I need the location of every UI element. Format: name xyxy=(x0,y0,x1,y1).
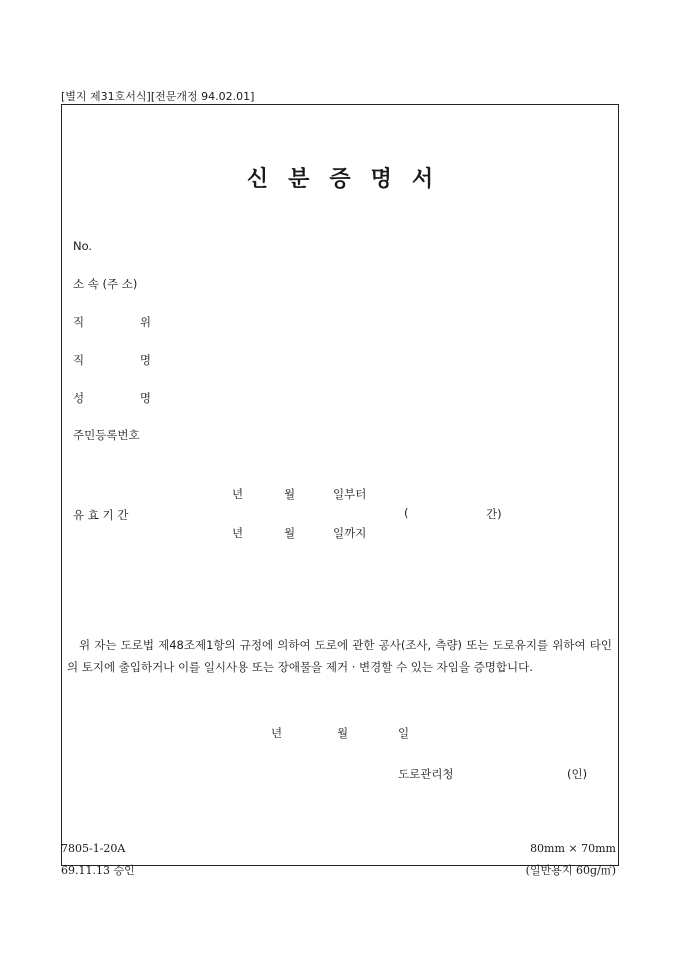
issue-year: 년 xyxy=(271,726,283,740)
issue-day: 일 xyxy=(398,726,410,740)
field-position-char1: 직 xyxy=(73,315,85,329)
field-no: No. xyxy=(73,239,93,253)
validity-until-month: 월 xyxy=(284,526,296,540)
field-resident-number: 주민등록번호 xyxy=(73,428,140,442)
field-name-char2: 명 xyxy=(139,391,151,405)
document-title: 신분증명서 xyxy=(246,166,454,192)
issuer-seal: (인) xyxy=(567,767,588,781)
validity-until-day: 일까지 xyxy=(333,526,367,540)
certification-statement xyxy=(67,634,612,678)
field-job xyxy=(73,352,151,368)
validity-from-year: 년 xyxy=(232,487,244,501)
form-header: [별지 제31호서식][전문개정 94.02.01] xyxy=(61,90,255,103)
footer-paper: (일반용지 60g/㎡) xyxy=(525,864,616,877)
field-job-char1: 직 xyxy=(73,353,85,367)
field-position xyxy=(73,314,151,330)
certificate-frame xyxy=(61,104,619,866)
footer-size: 80mm × 70mm xyxy=(530,842,616,855)
validity-duration-close: 간) xyxy=(486,507,502,521)
certification-statement-text: 위 자는 도로법 제48조제1항의 규정에 의하여 도로에 관한 공사(조사, 측량) 또는 도로유지를 위하여 타인의 토지에 출입하거나 이를 일시사용 또는 장애물을 제거 · 변경할 수 있는 자임을 증명합니다. xyxy=(67,638,612,674)
issuer-name: 도로관리청 xyxy=(398,767,454,781)
issue-month: 월 xyxy=(337,726,349,740)
field-affiliation: 소 속 (주 소) xyxy=(73,277,138,291)
field-job-char2: 명 xyxy=(139,353,151,367)
footer-approval: 69.11.13 승인 xyxy=(61,864,135,877)
validity-until-year: 년 xyxy=(232,526,244,540)
field-name xyxy=(73,390,151,406)
validity-from-day: 일부터 xyxy=(333,487,367,501)
field-name-char1: 성 xyxy=(73,391,85,405)
footer-code: 7805-1-20A xyxy=(61,842,126,855)
field-position-char2: 위 xyxy=(139,315,151,329)
validity-duration-open: ( xyxy=(404,506,409,520)
validity-label: 유 효 기 간 xyxy=(73,508,129,522)
validity-from-month: 월 xyxy=(284,487,296,501)
